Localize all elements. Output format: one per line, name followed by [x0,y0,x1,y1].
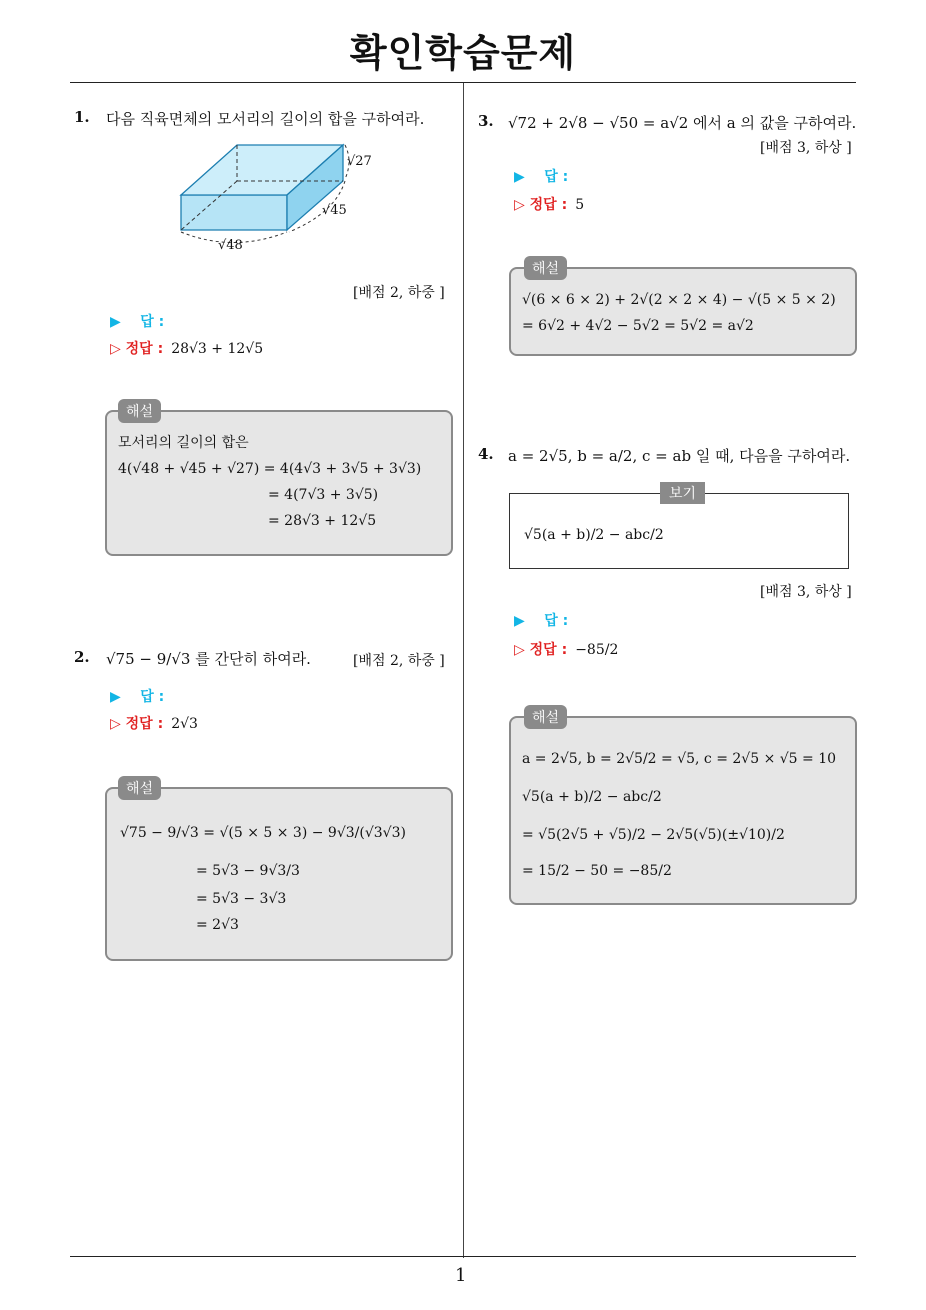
correct-label: 정답 : [125,716,164,732]
correct-arrow-icon: ▷ [110,716,121,732]
correct-arrow-icon: ▷ [514,197,525,213]
question-text-1: 다음 직육면체의 모서리의 길이의 합을 구하여라. [106,110,425,128]
page-number: 1 [455,1265,467,1286]
question-number-4: 4. [478,445,494,463]
solution-line: 모서리의 길이의 합은 [118,435,249,451]
answer-arrow-icon: ▶ [110,314,121,330]
bogi-tag: 보기 [660,482,705,504]
answer-label: 답 : [544,613,569,629]
solution-line: = √5(2√5 + √5)/2 − 2√5(√5)(±√10)/2 [522,827,785,843]
answer-row-3 [514,166,568,186]
solution-line: √75 − 9/√3 = √(5 × 5 × 3) − 9√3/(√3√3) [120,825,406,841]
correct-label: 정답 : [529,642,568,658]
correct-answer-value: 5 [575,197,585,213]
solution-line: = 15/2 − 50 = −85/2 [522,863,672,879]
page-title: 확인학습문제 [349,31,577,75]
solution-line: = 5√3 − 9√3/3 [196,863,300,879]
correct-arrow-icon: ▷ [110,341,121,357]
solution-line: 4(√48 + √45 + √27) = 4(4√3 + 3√5 + 3√3) [118,461,422,477]
score-3: [배점 3, 하상 ] [760,140,852,156]
correct-answer-value: 2√3 [171,716,198,732]
answer-arrow-icon: ▶ [514,169,525,185]
answer-row-1 [110,311,164,331]
correct-answer-value: 28√3 + 12√5 [171,341,264,357]
question-number-1: 1. [74,108,90,126]
solution-line: = 4(7√3 + 3√5) [268,487,379,503]
question-number-2: 2. [74,648,90,666]
score-1: [배점 2, 하중 ] [353,285,445,301]
edge-label-side: √45 [322,203,347,218]
solution-line: = 28√3 + 12√5 [268,513,377,529]
correct-answer-row-2 [110,713,198,733]
correct-label: 정답 : [529,197,568,213]
solution-line: √5(a + b)/2 − abc/2 [522,789,662,805]
correct-answer-row-1 [110,338,263,358]
edge-label-top: √27 [347,154,372,169]
correct-arrow-icon: ▷ [514,642,525,658]
bogi-expression: √5(a + b)/2 − abc/2 [524,527,664,543]
answer-row-4 [514,610,568,630]
correct-label: 정답 : [125,341,164,357]
answer-label: 답 : [140,314,165,330]
answer-arrow-icon: ▶ [110,689,121,705]
question-text-3: √72 + 2√8 − √50 = a√2 에서 a 의 값을 구하여라. [508,114,857,132]
solution-line: = 6√2 + 4√2 − 5√2 = 5√2 = a√2 [522,318,754,334]
solution-tag-1: 해설 [118,399,161,423]
score-2: [배점 2, 하중 ] [353,653,445,669]
answer-label: 답 : [544,169,569,185]
score-4: [배점 3, 하상 ] [760,584,852,600]
column-divider [463,83,464,1258]
correct-answer-row-3 [514,194,584,214]
question-text-4: a = 2√5, b = a/2, c = ab 일 때, 다음을 구하여라. [508,447,851,465]
solution-line: a = 2√5, b = 2√5/2 = √5, c = 2√5 × √5 = 10 [522,751,837,767]
answer-row-2 [110,686,164,706]
correct-answer-row-4 [514,639,618,659]
question-number-3: 3. [478,112,494,130]
solution-tag-4: 해설 [524,705,567,729]
answer-arrow-icon: ▶ [514,613,525,629]
edge-label-bottom: √48 [218,238,243,253]
correct-answer-value: −85/2 [575,642,619,658]
answer-label: 답 : [140,689,165,705]
solution-tag-3: 해설 [524,256,567,280]
question-text-2: √75 − 9/√3 를 간단히 하여라. [106,650,311,668]
solution-line: = 5√3 − 3√3 [196,891,287,907]
solution-line: = 2√3 [196,917,239,933]
solution-line: √(6 × 6 × 2) + 2√(2 × 2 × 4) − √(5 × 5 × 2) [522,292,836,308]
footer-rule [70,1256,856,1257]
solution-tag-2: 해설 [118,776,161,800]
